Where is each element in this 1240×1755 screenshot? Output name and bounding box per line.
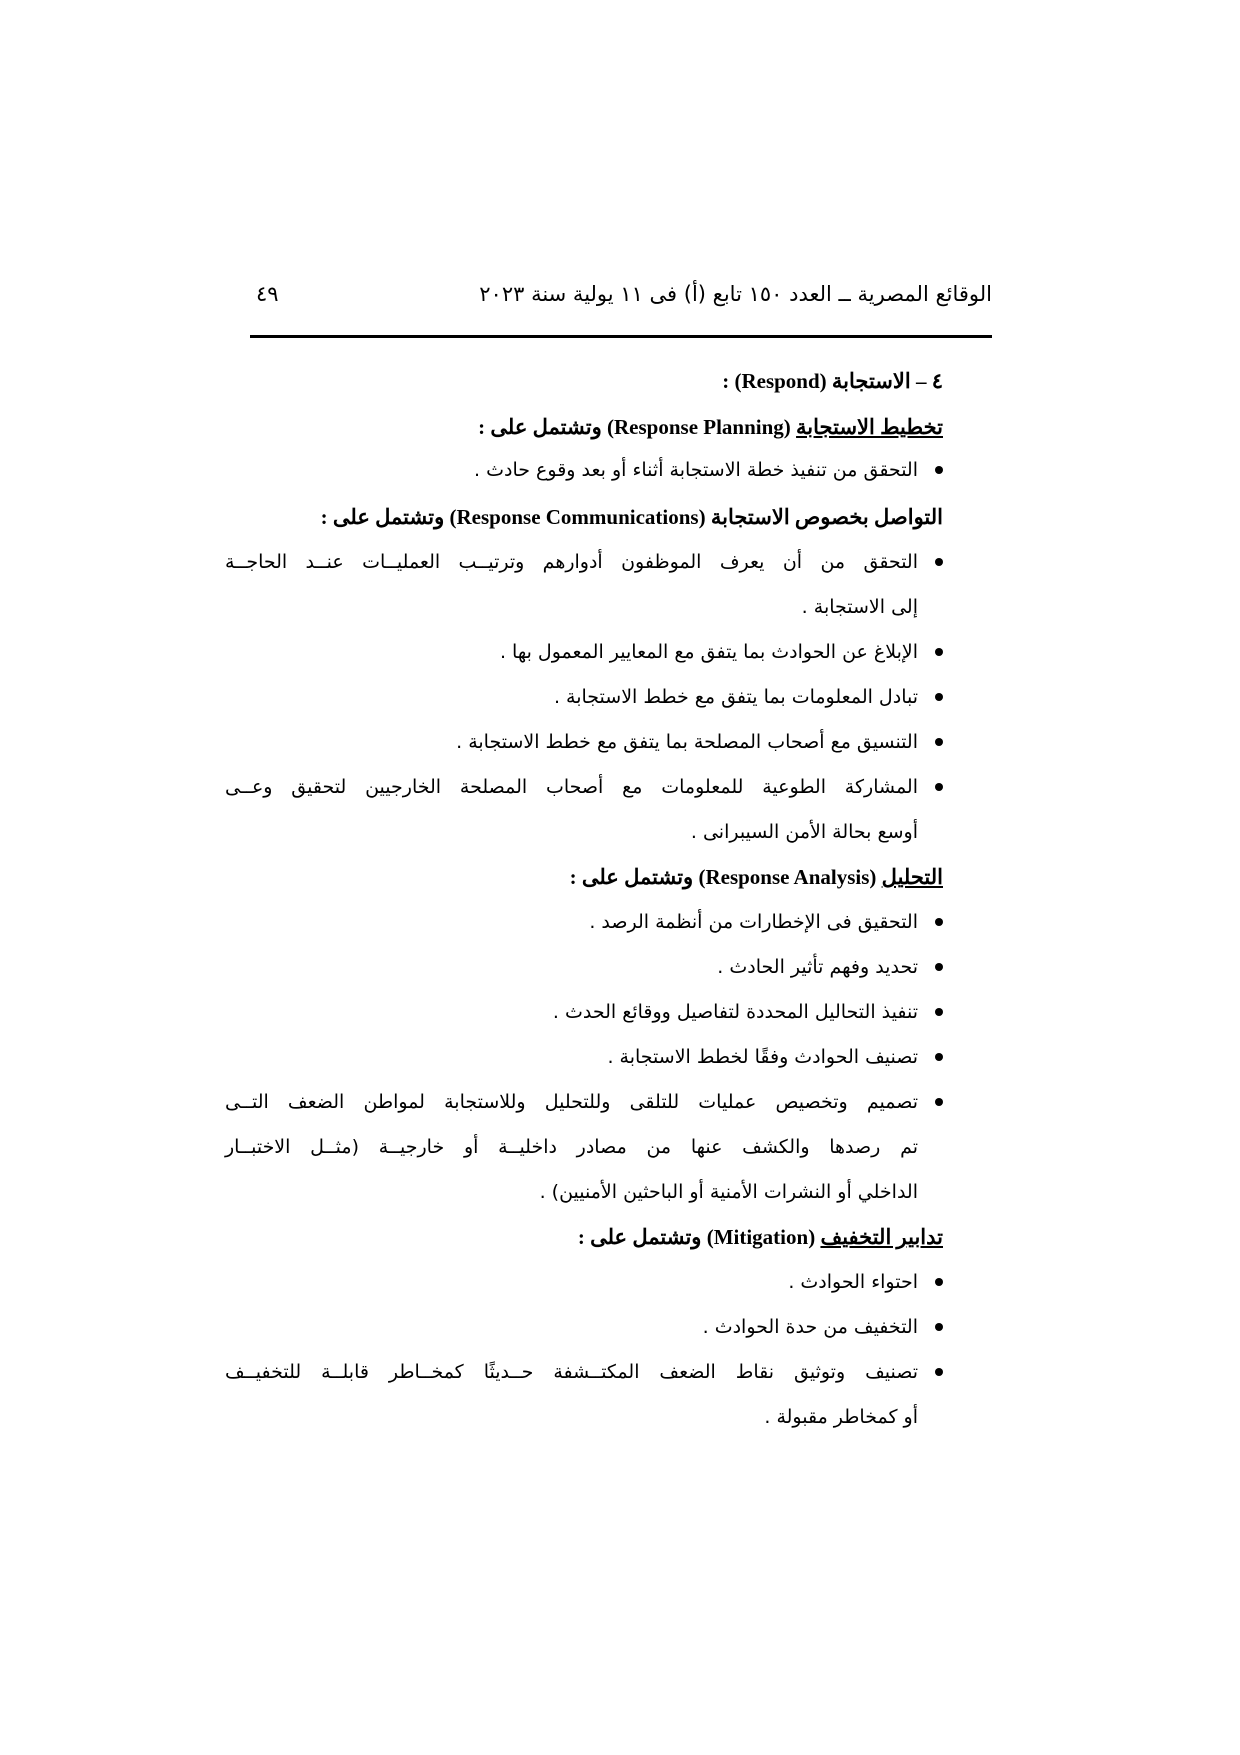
list-item-continuation: تم رصدها والكشف عنها من مصادر داخليــة أو خارجيــة (مثــل الاختبــار xyxy=(225,1136,918,1158)
bullet-icon xyxy=(927,1042,943,1072)
bullet-icon xyxy=(927,455,943,485)
header-rule xyxy=(250,335,992,338)
subsection-heading xyxy=(243,502,943,532)
list-item-continuation: أو كمخاطر مقبولة . xyxy=(764,1406,918,1428)
heading-arabic: التواصل بخصوص الاستجابة xyxy=(710,505,943,529)
heading-suffix: وتشتمل على : xyxy=(569,865,694,889)
list-item: الإبلاغ عن الحوادث بما يتفق مع المعايير المعمول بها . xyxy=(499,641,918,663)
list-item: التحقق من أن يعرف الموظفون أدوارهم وترتيــب العمليــات عنــد الحاجــة xyxy=(225,551,918,573)
subsection-heading xyxy=(243,862,943,892)
list-item: احتواء الحوادث . xyxy=(788,1271,918,1293)
list-item: تنفيذ التحاليل المحددة لتفاصيل ووقائع الحدث . xyxy=(552,1001,918,1023)
heading-arabic: تخطيط الاستجابة xyxy=(796,415,943,439)
bullet-icon xyxy=(927,682,943,712)
bullet-icon xyxy=(927,637,943,667)
subsection-heading xyxy=(243,1222,943,1252)
bullet-icon xyxy=(927,1267,943,1297)
list-item: تصنيف الحوادث وفقًا لخطط الاستجابة . xyxy=(607,1046,918,1068)
heading-arabic: التحليل xyxy=(881,865,943,889)
bullet-icon xyxy=(927,1312,943,1342)
list-item-continuation: إلى الاستجابة . xyxy=(801,596,918,618)
heading-suffix: وتشتمل على : xyxy=(478,415,602,439)
bullet-icon xyxy=(927,952,943,982)
bullet-icon xyxy=(927,1357,943,1387)
section-title: ٤ – الاستجابة (Respond) : xyxy=(722,369,943,393)
list-item: التخفيف من حدة الحوادث . xyxy=(702,1316,918,1338)
list-item: تصميم وتخصيص عمليات للتلقى وللتحليل وللاستجابة لمواطن الضعف التــى xyxy=(225,1091,918,1113)
heading-english: (Response Planning) xyxy=(607,415,791,439)
list-item: المشاركة الطوعية للمعلومات مع أصحاب المصلحة الخارجيين لتحقيق وعــى xyxy=(225,776,918,798)
heading-suffix: وتشتمل على : xyxy=(320,505,445,529)
list-item: تبادل المعلومات بما يتفق مع خطط الاستجابة . xyxy=(553,686,918,708)
heading-arabic: تدابير التخفيف xyxy=(820,1225,943,1249)
heading-english: (Response Communications) xyxy=(449,505,706,529)
page-number: ٤٩ xyxy=(256,282,279,306)
bullet-icon xyxy=(927,772,943,802)
list-item: التحقيق فى الإخطارات من أنظمة الرصد . xyxy=(589,911,918,933)
list-item: التحقق من تنفيذ خطة الاستجابة أثناء أو بعد وقوع حادث . xyxy=(474,459,918,481)
subsection-heading xyxy=(243,412,943,442)
bullet-icon xyxy=(927,547,943,577)
page-header xyxy=(250,282,992,316)
bullet-icon xyxy=(927,997,943,1027)
bullet-icon xyxy=(927,727,943,757)
list-item-continuation: الداخلي أو النشرات الأمنية أو الباحثين الأمنيين) . xyxy=(539,1181,918,1203)
list-item: تصنيف وتوثيق نقاط الضعف المكتــشفة حــديثًا كمخــاطر قابلــة للتخفيــف xyxy=(225,1361,918,1383)
list-item: التنسيق مع أصحاب المصلحة بما يتفق مع خطط الاستجابة . xyxy=(456,731,918,753)
bullet-icon xyxy=(927,907,943,937)
list-item-continuation: أوسع بحالة الأمن السيبرانى . xyxy=(690,821,918,843)
heading-english: (Mitigation) xyxy=(706,1225,816,1249)
heading-english: (Response Analysis) xyxy=(698,865,877,889)
bullet-icon xyxy=(927,1087,943,1117)
running-title: الوقائع المصرية ــ العدد ١٥٠ تابع (أ) فى ١١ يولية سنة ٢٠٢٣ xyxy=(479,282,992,306)
heading-suffix: وتشتمل على : xyxy=(577,1225,702,1249)
list-item: تحديد وفهم تأثير الحادث . xyxy=(717,956,918,978)
